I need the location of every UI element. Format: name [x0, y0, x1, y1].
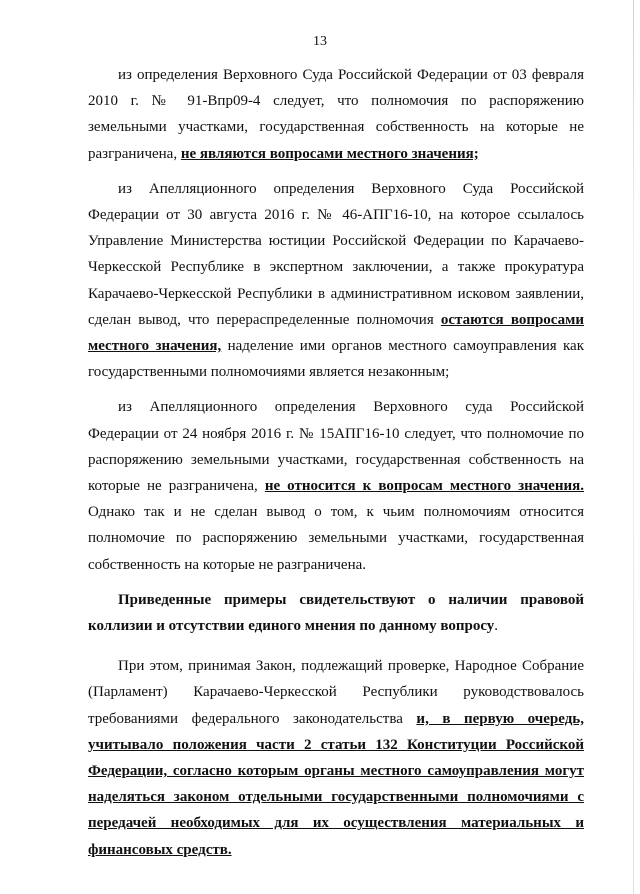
- text-run: .: [494, 618, 499, 635]
- paragraph-parliament-law: [88, 653, 584, 863]
- emphasis-run: остаются вопросами местного значения,: [88, 311, 585, 355]
- paragraph-appeal-2016-november: [88, 394, 584, 577]
- emphasis-run: не относится к вопросам местного значения.: [264, 478, 584, 495]
- paragraph-appeal-2016-august: [88, 176, 584, 386]
- text-run: из Апелляционного определения Верховного суда Российской Федерации от 24 ноября 2016 г. № 15АПГ16-10 следует, что полномочие по распоряжению земельными участками, государственная собственность на которые не разграничена,: [88, 399, 584, 495]
- text-run: наделение ими органов местного самоуправления как государственными полномочиями является незаконным;: [88, 338, 584, 381]
- paragraph-legal-collision: [88, 587, 584, 639]
- text-run: из Апелляционного определения Верховного Суда Российской Федерации от 30 августа 2016 г. № 46-АПГ16-10, на которое ссылалось Управление Министерства юстиции Российской Федерации по Карачаево-Черкесской Республике в экспертном заключении, а также прокуратура Карачаево-Черкесской Республики в административном исковом заявлении, сделан вывод, что перераспределенные полномочия: [88, 180, 584, 328]
- scan-edge-shadow: [633, 0, 634, 894]
- bold-run: Приведенные примеры свидетельствуют о наличии правовой коллизии и отсутствии единого мнения по данному вопросу: [88, 591, 584, 635]
- text-run: При этом, принимая Закон, подлежащий проверке, Народное Собрание (Парламент) Карачаево-Черкесской Республики руководствовалось требованиями федерального законодательства: [88, 658, 584, 727]
- emphasis-run: и, в первую очередь, учитывало положения части 2 статьи 132 Конституции Российской Федерации, согласно которым органы местного самоуправления могут наделяться законом отдельными государственными полномочиями с передачей необходимых для их осуществления материальных и финансовых средств.: [88, 710, 584, 858]
- text-run: Однако так и не сделан вывод о том, к чьим полномочиям относится полномочие по распоряжению земельными участками, государственная собственность на которые не разграничена.: [88, 504, 584, 573]
- text-run: из определения Верховного Суда Российской Федерации от 03 февраля 2010 г. № 91-Впр09-4 следует, что полномочия по распоряжению земельными участками, государственная собственность на которые не разграничена,: [88, 67, 584, 162]
- document-body: [88, 62, 584, 875]
- emphasis-run: не являются вопросами местного значения;: [180, 145, 479, 162]
- page-number: 13: [313, 34, 327, 49]
- paragraph-supreme-court-2010: [88, 62, 584, 167]
